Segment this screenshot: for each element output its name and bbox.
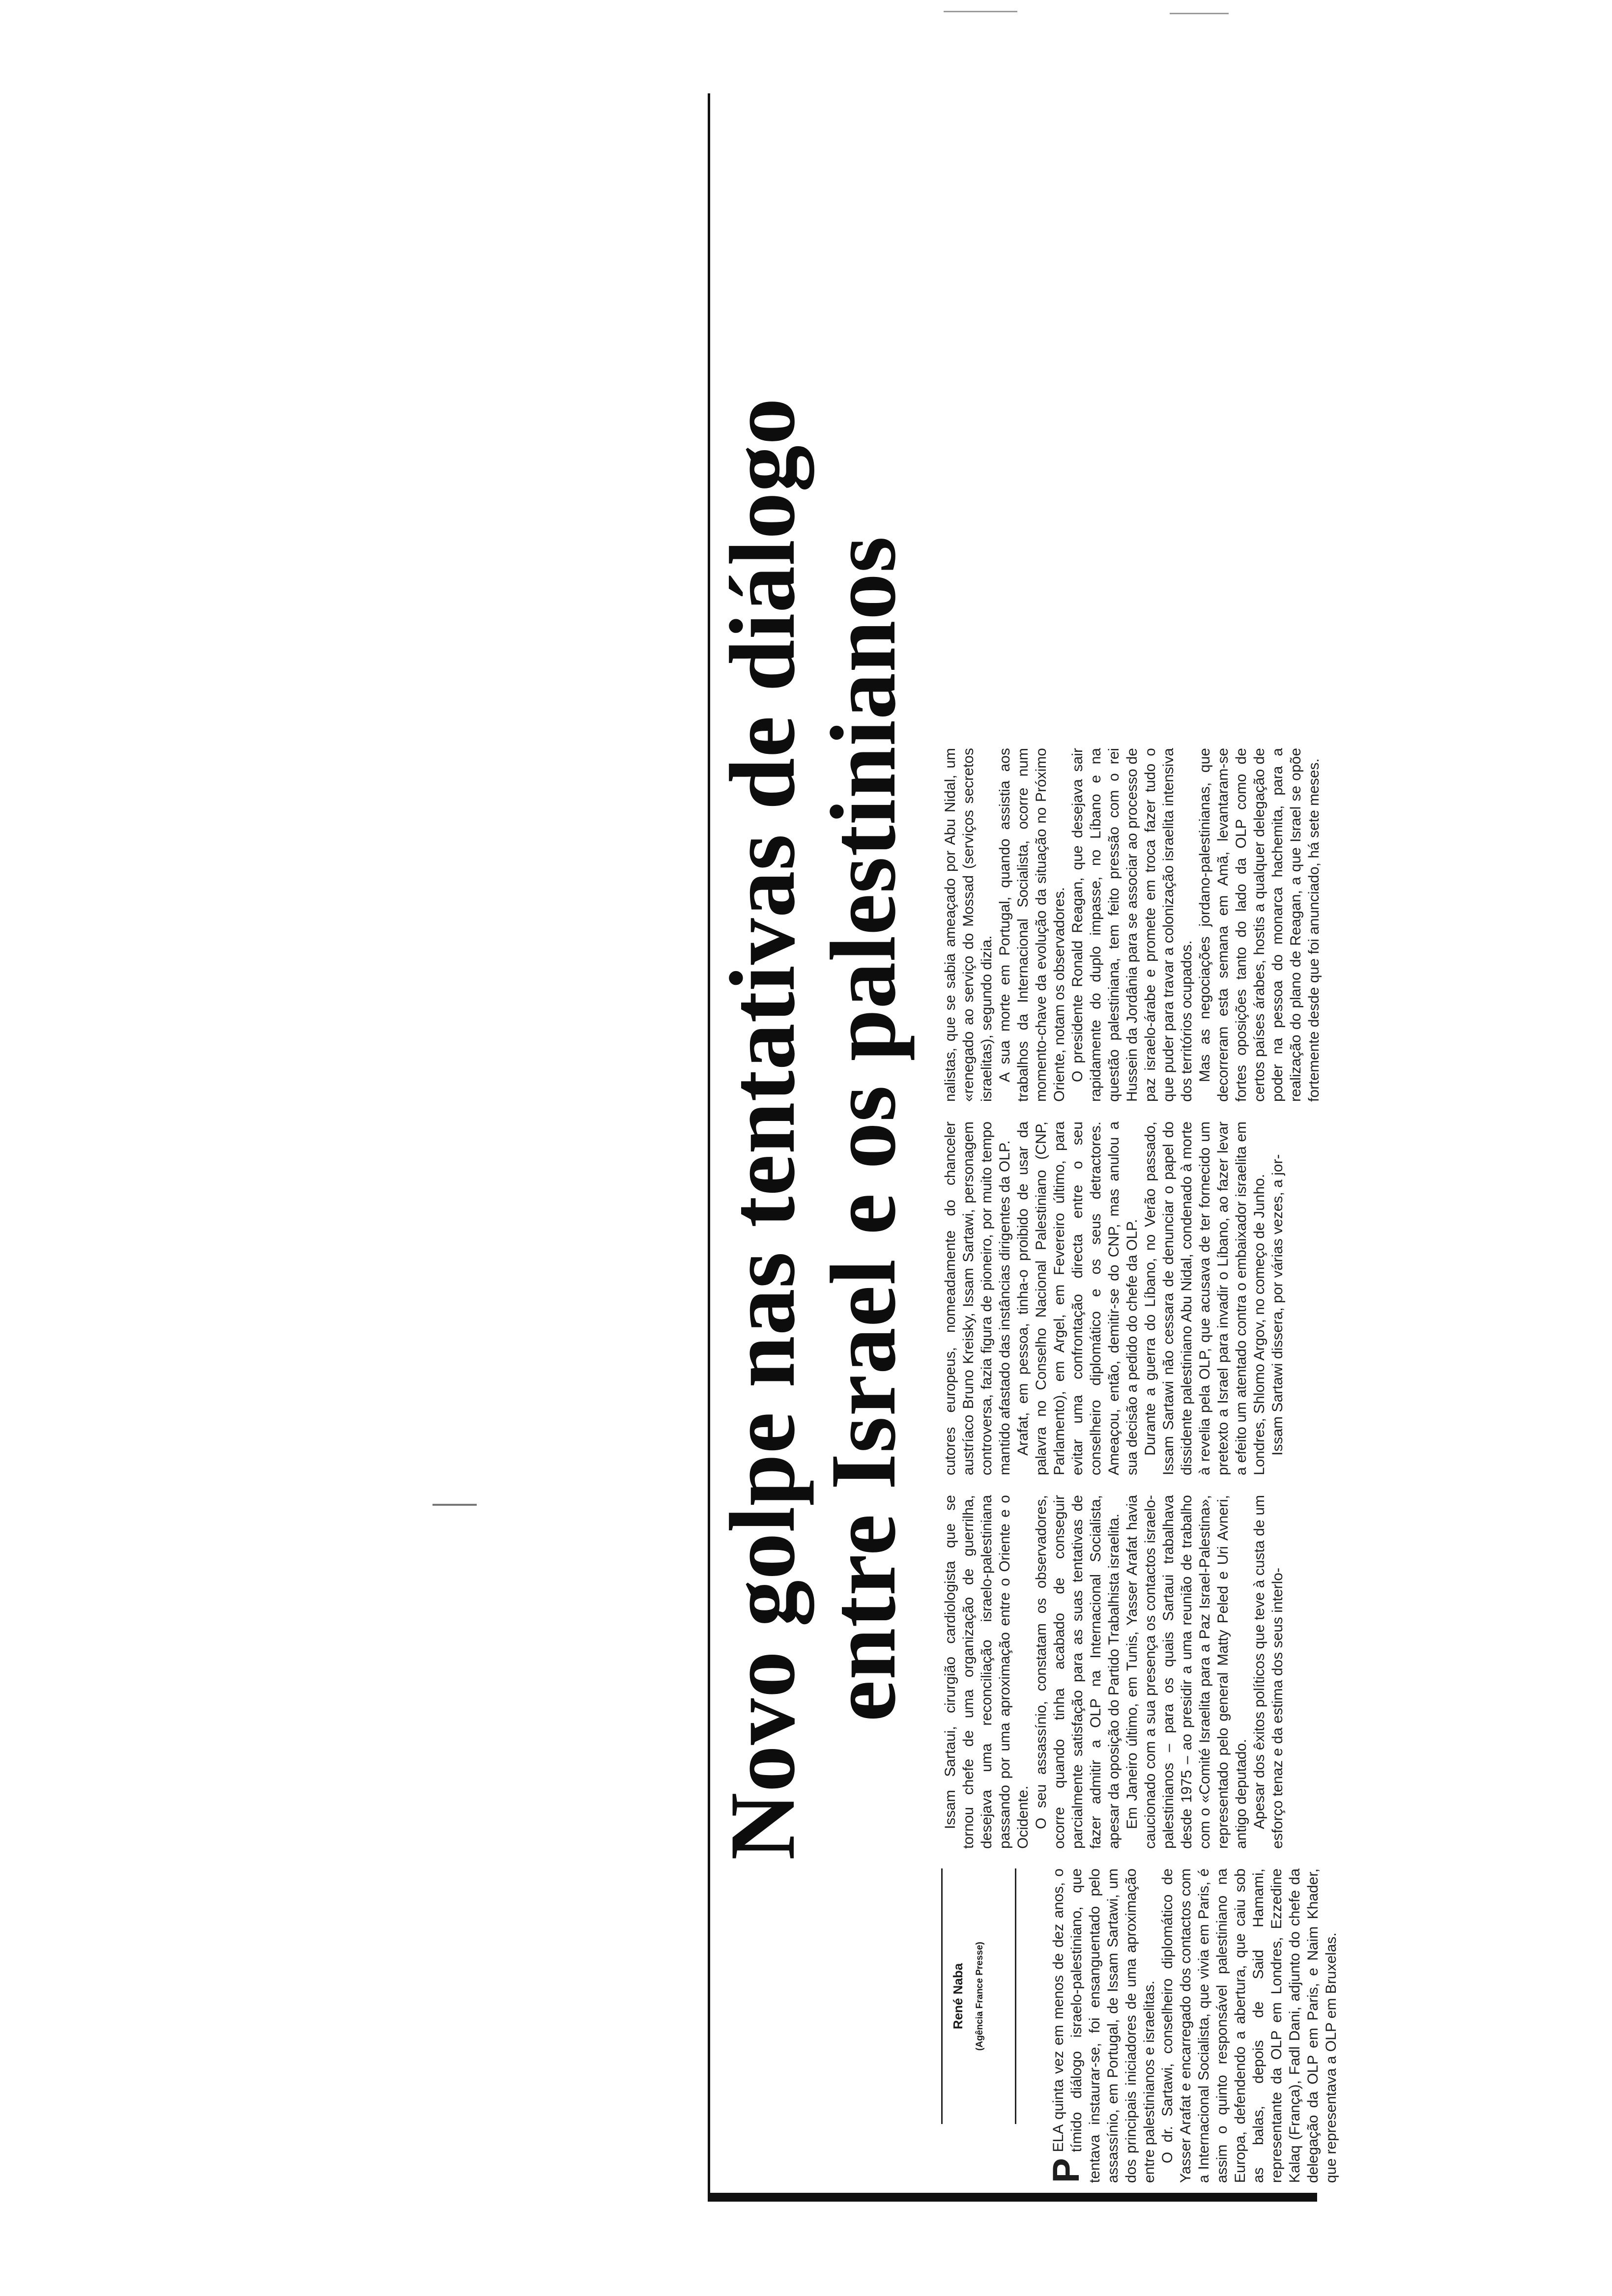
news-agency: (Agência France Presse) <box>975 1942 985 2051</box>
paragraph: O presidente Ronald Reagan, que desejava sair rapidamente do duplo impasse, no Líbano e na questão palestiniana, tem feito pressão com o rei Hussein da Jordânia para se associar ao processo de paz israelo-árabe e promete em troca fazer tudo o que puder para travar a colonização israelita intensiva dos territórios ocupados. <box>1069 748 1195 1102</box>
article-column-4 <box>941 748 1323 1102</box>
paragraph: cutores europeus, nomeadamente do chanceler austríaco Bruno Kreisky, Issam Sartawi, personagem controversa, fazia figura de pioneiro, por muito tempo mantido afastado das instâncias dirigentes da OLP. <box>942 1121 1013 1475</box>
paragraph-text: ELA quinta vez em menos de dez anos, o tímido diálogo israelo-palestiniano, que tentava instaurar-se, foi ensanguentado pelo assassínio, em Portugal, de Issam Sartawi, um dos principais iniciadores de uma aproximação entre palestinianos e israelitas. <box>1050 1868 1157 2183</box>
byline-rule <box>1015 1868 1016 2124</box>
paragraph: Issam Sartawi dissera, por várias vezes, a jor- <box>1269 1154 1286 1456</box>
headline <box>711 109 915 2149</box>
scan-mark <box>432 1504 477 1506</box>
paragraph: Em Janeiro último, em Tunis, Yasser Arafat havia caucionado com a sua presença os contactos israelo-palestinianos – para os quais Sartaui trabalhava desde 1975 – ao presidir a uma reunião de trabalho com o «Comité Israelita para a Paz Israel-Palestina», representado pelo general Matty Peled e Uri Avneri, antigo deputado. <box>1124 1495 1249 1849</box>
paragraph: Durante a guerra do Líbano, no Verão passado, Issam Sartawi não cessara de denunciar o papel do dissidente palestiniano Abu Nidal, condenado à morte à revelia pela OLP, que acusava de ter fornecido um pretexto a Israel para invadir o Líbano, ao fazer levar a efeito um atentado contra o embaixador israelita em Londres, Shlomo Argov, no começo de Junho. <box>1142 1121 1267 1475</box>
paragraph: O seu assassínio, constatam os observadores, ocorre quando tinha acabado de conseguir parcialmente satisfação para as suas tentativas de fazer admitir a OLP na Internacional Socialista, apesar da oposição do Partido Trabalhista israelita. <box>1033 1495 1122 1849</box>
paragraph: O dr. Sartawi, conselheiro diplomático de Yasser Arafat e encarregado dos contactos com a Internacional Socialista, que vivia em Paris, é assim o quinto responsável palestiniano na Europa, defendendo a abertura, que caiu sob as balas, depois de Said Hamami, representante da OLP em Londres, Ezzedine Kalaq (França), Fadl Dani, adjunto do chefe da delegação da OLP em Paris, e Naim Khader, que representava a OLP em Bruxelas. <box>1159 1868 1339 2183</box>
paragraph: Mas as negociações jordano-palestinianas, que decorreram esta semana em Amã, levantaram-se fortes oposições tanto do lado da OLP como de certos países árabes, hostis a qualquer delegação de poder na pessoa do monarca hachemita, para a realização do plano de Reagan, a que Israel se opõe fortemente desde que foi anunciado, há sete meses. <box>1197 748 1322 1102</box>
paragraph: Apesar dos êxitos políticos que teve à custa de um esforço tenaz e da estima dos seus interlo- <box>1251 1495 1286 1849</box>
byline-rule <box>941 1868 943 2124</box>
paragraph: Arafat, em pessoa, tinha-o proibido de usar da palavra no Conselho Nacional Palestiniano (CNP, Parlamento), em Argel, em Fevereiro último, para evitar uma confrontação directa entre o seu conselheiro diplomático e os seus detractores. Ameaçou, então, demitir-se do CNP, mas anulou a sua decisão a pedido do chefe da OLP. <box>1015 1121 1140 1475</box>
paragraph: nalistas, que se sabia ameaçado por Abu Nidal, um «renegado ao serviço do Mossad (serviços secretos israelitas), segundo dizia. <box>942 748 995 1102</box>
paragraph: A sua morte em Portugal, quando assistia aos trabalhos da Internacional Socialista, ocorre num momento-chave da evolução da situação no Próximo Oriente, notam os observadores. <box>997 748 1067 1102</box>
scan-mark <box>1170 13 1229 14</box>
article-column-3 <box>941 1121 1287 1475</box>
headline-line-1: Novo golpe nas tentativas de diálogo <box>711 398 814 1860</box>
scan-mark <box>944 11 1017 12</box>
drop-cap: P <box>1045 2158 1087 2183</box>
author-name: René Naba <box>950 1963 965 2030</box>
byline <box>941 1868 1016 2124</box>
article-column-2 <box>941 1495 1287 1849</box>
article-column-1 <box>1045 1868 1340 2183</box>
paragraph: Issam Sartaui, cirurgião cardiologista que se tornou chefe de uma organização de guerrilha, desejava uma reconciliação israelo-palestiniana passando por uma aproximação entre o Oriente e o Ocidente. <box>942 1495 1031 1849</box>
newspaper-clipping <box>708 93 1339 2202</box>
headline-line-2: entre Israel e os palestinianos <box>812 536 915 1722</box>
paragraph <box>1045 1868 1158 2183</box>
